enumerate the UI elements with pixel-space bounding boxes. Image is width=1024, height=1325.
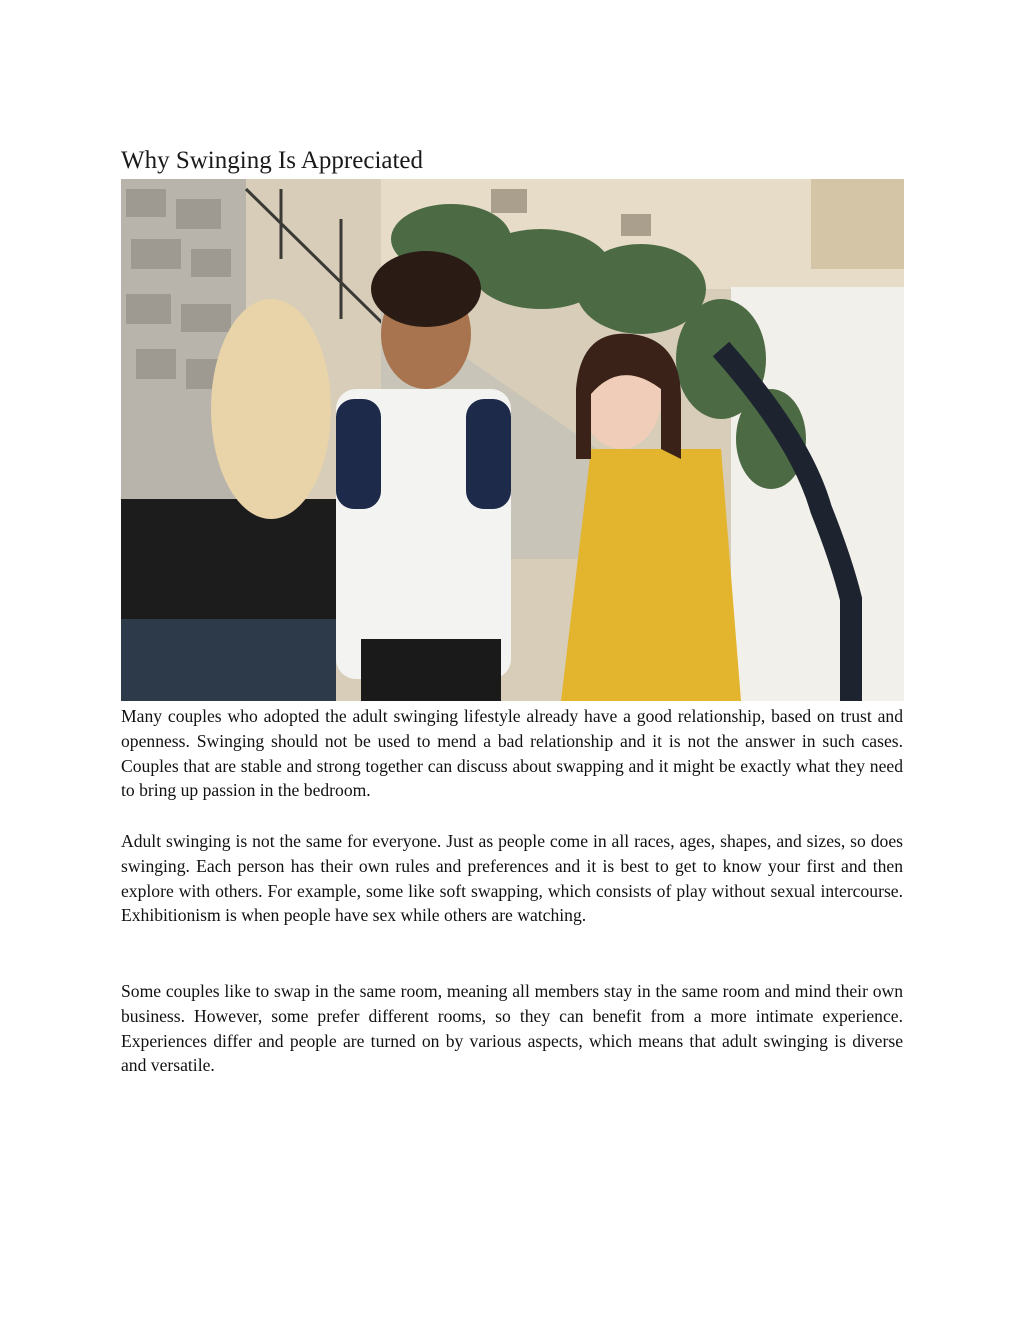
dark-pants: [361, 639, 501, 701]
navy-sleeve: [466, 399, 511, 509]
navy-sleeve: [336, 399, 381, 509]
paragraph-rooms: Some couples like to swap in the same room, meaning all members stay in the same room and mind their own business. However, some prefer different rooms, so they can benefit from a more intimate experience. Experiences differ and people are turned on by various aspects, which means that adult swinging is diverse and versatile.: [121, 981, 903, 1076]
building-window: [621, 214, 651, 236]
friends-talking-photo: [121, 179, 904, 701]
blonde-hair: [211, 299, 331, 519]
paragraph-preferences: Adult swinging is not the same for everyone. Just as people come in all races, ages, shapes, and sizes, so does swinging. Each person has their own rules and preferences and it is best to get to know your first and then explore with others. For example, some like soft swapping, which consists of play without sexual intercourse. Exhibitionism is when people have sex while others are watching.: [121, 831, 903, 926]
building-corner: [811, 179, 904, 269]
plaid-skirt: [121, 619, 336, 701]
page-title: Why Swinging Is Appreciated: [121, 147, 424, 174]
curly-hair: [371, 251, 481, 327]
paragraph-relationship: Many couples who adopted the adult swinging lifestyle already have a good relationship, based on trust and openness. Swinging should not be used to mend a bad relationship and it is not the answer in such cases. Couples that are stable and strong together can discuss about swapping and it might be exactly what they need to bring up passion in the bedroom.: [121, 706, 903, 801]
building-window: [491, 189, 527, 213]
photo-illustration: [121, 179, 904, 701]
person-yellow-dress: [561, 449, 741, 701]
